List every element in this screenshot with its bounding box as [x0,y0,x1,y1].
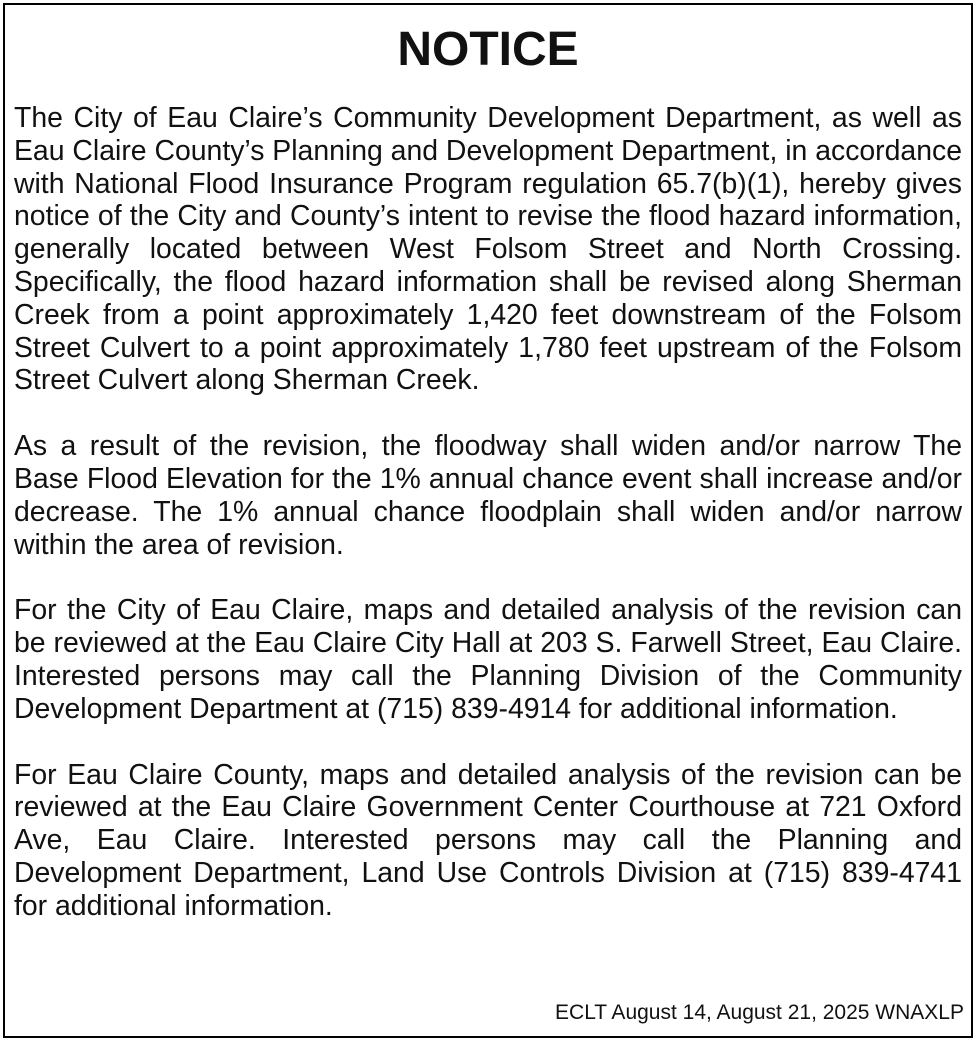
notice-paragraph-revision-result: As a result of the revision, the floodway shall widen and/or narrow The Base Flood Elevation for the 1% annual chance event shall increase and/or decrease. The 1% annual chance floodplain shall widen and/or narrow within the area of revision. [14,430,962,561]
notice-paragraph-county-contact: For Eau Claire County, maps and detailed analysis of the revision can be reviewed at the Eau Claire Government Center Courthouse at 721 Oxford Ave, Eau Claire. Interested persons may call the Planning and Development Department, Land Use Controls Division at (715) 839-4741 for additional information. [14,758,962,922]
notice-paragraph-city-contact: For the City of Eau Claire, maps and detailed analysis of the revision can be reviewed at the Eau Claire City Hall at 203 S. Farwell Street, Eau Claire. Interested persons may call the Planning Division of the Community Development Department at (715) 839-4914 for additional information. [14,594,962,725]
notice-frame [3,3,973,1038]
notice-paragraph-flood-revision: The City of Eau Claire’s Community Development Department, as well as Eau Claire County’s Planning and Development Department, in accordance with National Flood Insurance Program regulation 65.7(b)(1), hereby gives notice of the City and County’s intent to revise the flood hazard information, generally located between West Folsom Street and North Crossing. Specifically, the flood hazard information shall be revised along Sherman Creek from a point approximately 1,420 feet downstream of the Folsom Street Culvert to a point approximately 1,780 feet upstream of the Folsom Street Culvert along Sherman Creek. [14,102,962,397]
notice-body [14,102,962,923]
notice-title: NOTICE [397,23,579,76]
publication-line: ECLT August 14, August 21, 2025 WNAXLP [555,1001,964,1024]
